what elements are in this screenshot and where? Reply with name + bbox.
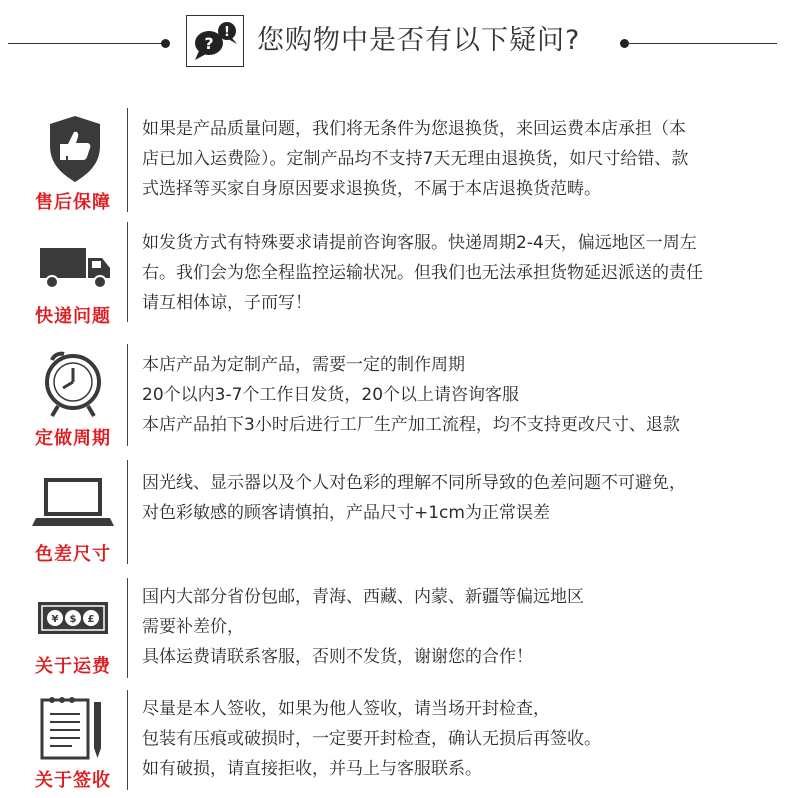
svg-text:!: ! [224,25,230,40]
svg-text:£: £ [87,614,95,625]
alarm-clock-icon [30,348,120,428]
svg-text:¥: ¥ [51,614,59,625]
header [0,0,790,90]
text-line: 式选择等买家自身原因要求退换货，不属于本店退换货范畴。 [142,179,601,199]
header-divider-right [627,43,777,44]
text-line: 因光线、显示器以及个人对色彩的理解不同所导致的色差问题不可避免， [142,473,686,493]
svg-text:?: ? [204,34,214,53]
text-line: 如有破损，请直接拒收，并马上与客服联系。 [142,759,482,779]
section-label: 关于签收 [35,770,111,791]
svg-text:$: $ [69,614,77,625]
text-line: 右。我们会为您全程监控运输状况。但我们也无法承担货物延迟派送的责任 [142,263,703,283]
text-line: 店已加入运费险）。定制产品均不支持7天无理由退换货，如尺寸给错、款 [142,149,689,169]
page-title: 您购物中是否有以下疑问? [257,25,581,56]
text-line: 尽量是本人签收，如果为他人签收，请当场开封检查， [142,699,550,719]
section-divider [127,690,128,790]
text-line: 具体运费请联系客服，否则不发货，谢谢您的合作！ [142,647,533,667]
text-line: 本店产品拍下3小时后进行工厂生产加工流程，均不支持更改尺寸、退款 [142,415,680,435]
text-line: 本店产品为定制产品，需要一定的制作周期 [142,355,465,375]
section-text [142,114,772,204]
section-divider [127,344,128,446]
text-line: 如果是产品质量问题，我们将无条件为您退换货，来回运费本店承担（本 [142,119,686,139]
section-text [142,350,772,440]
speech-bubble-question-icon [187,16,243,66]
section-label: 售后保障 [35,192,111,213]
text-line: 包装有压痕或破损时，一定要开封检查，确认无损后再签收。 [142,729,601,749]
section-label: 色差尺寸 [35,544,111,565]
text-line: 如发货方式有特殊要求请提前咨询客服。快递周期2-4天，偏远地区一周左 [142,233,697,253]
header-divider-left [8,43,163,44]
section-text [142,468,772,528]
section-label: 关于运费 [35,656,111,677]
section-divider [127,108,128,212]
shield-thumb-icon [30,112,120,192]
text-line: 20个以内3-7个工作日发货，20个以上请咨询客服 [142,385,520,405]
text-line: 需要补差价， [142,617,244,637]
section-text [142,582,772,672]
header-dot-left [161,39,170,48]
section-divider [127,460,128,564]
section-label: 定做周期 [35,428,111,449]
text-line: 请互相体谅，子而写！ [142,293,312,313]
section-text [142,694,772,784]
section-label: 快递问题 [35,306,111,327]
section-divider [127,222,128,322]
text-line: 对色彩敏感的顾客请慎拍，产品尺寸+1cm为正常误差 [142,503,550,523]
notepad-pen-icon [30,692,120,772]
section-text [142,228,772,318]
header-icon-frame [186,15,244,67]
section-divider [127,578,128,678]
text-line: 国内大部分省份包邮，青海、西藏、内蒙、新疆等偏远地区 [142,587,584,607]
